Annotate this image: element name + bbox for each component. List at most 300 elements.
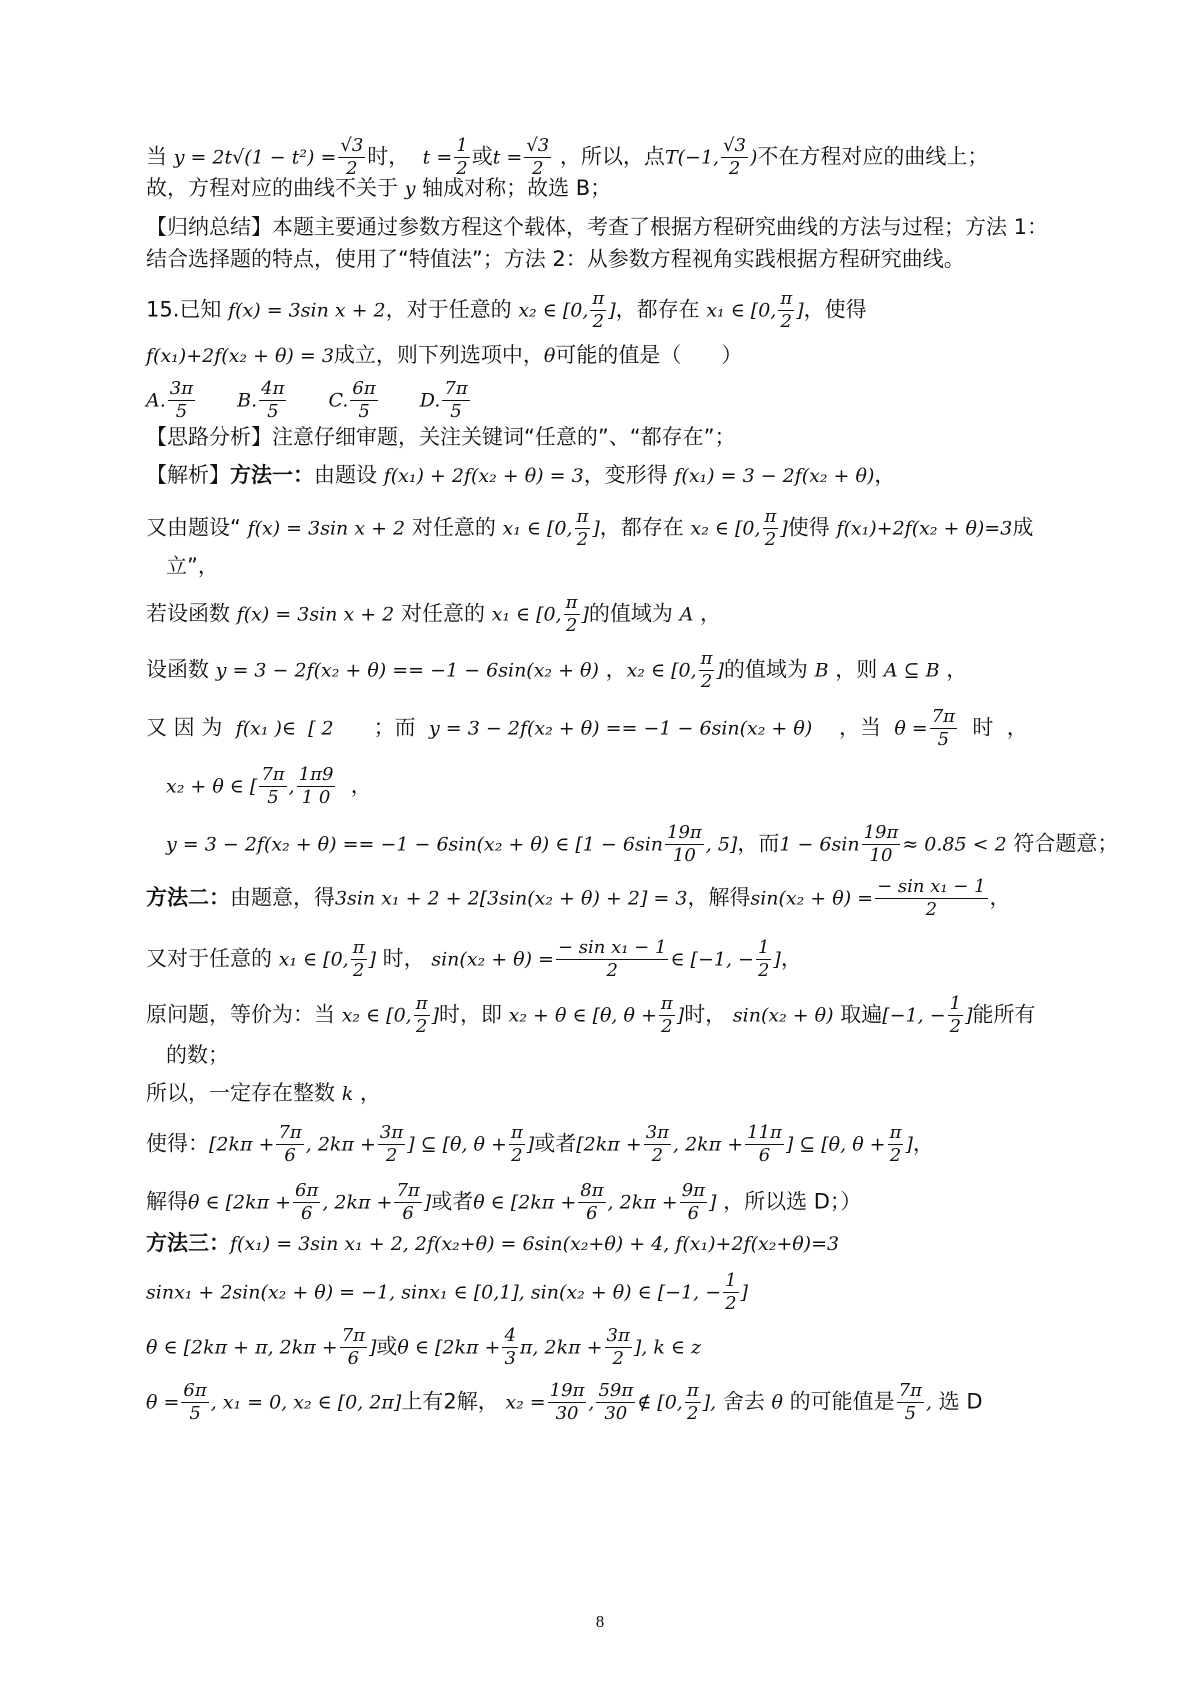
math-expression: ] [796, 299, 804, 322]
text-run: 不在方程对应的曲线上； [757, 144, 989, 169]
fraction-numerator: 11π [747, 1122, 782, 1143]
fraction [340, 1325, 367, 1370]
math-expression: sinx₁ + 2sin(x₂ + θ) = −1, sinx₁ ∈ [0,1], sin(x₂ + θ) ∈ [−1, − [146, 1281, 722, 1304]
text-run: ，变形得 [583, 463, 675, 487]
fraction [556, 937, 668, 982]
fraction [351, 937, 367, 982]
text-line [146, 212, 1076, 242]
fraction-denominator: 2 [687, 1403, 699, 1424]
fraction-numerator: √3 [526, 135, 550, 156]
text-run: 能所有 [972, 1002, 1036, 1027]
text-run: 使得： [146, 1131, 209, 1156]
fraction [665, 822, 704, 867]
fraction [699, 648, 715, 693]
fraction-denominator: 1 0 [301, 787, 331, 808]
math-expression: [2kπ + [209, 1133, 275, 1156]
fraction-denominator: 30 [555, 1403, 579, 1424]
fraction-denominator: 5 [904, 1403, 917, 1424]
fraction [605, 1325, 632, 1370]
fraction-numerator: π [510, 1122, 523, 1143]
fraction-denominator: 5 [267, 401, 279, 422]
text-line [146, 993, 1076, 1038]
fraction [644, 1122, 671, 1167]
math-expression: π, 2kπ + [519, 1336, 603, 1359]
text-line [146, 937, 1076, 982]
text-run: 上有2解， [401, 1389, 506, 1414]
text-line [146, 1270, 1076, 1315]
math-expression: x₂ + θ ∈ [ [166, 775, 258, 798]
text-line [146, 1380, 1076, 1425]
math-expression: D. [419, 389, 441, 412]
math-expression: , 5] [705, 833, 738, 856]
fraction [350, 378, 377, 423]
fraction-denominator: 2 [889, 1145, 902, 1166]
text-run: ，都存在 [615, 297, 707, 322]
fraction [181, 1380, 208, 1425]
text-line [166, 551, 1096, 581]
fraction-denominator: 10 [672, 845, 696, 866]
math-expression: x₁ ∈ [0, [491, 603, 562, 626]
math-expression: 1 − 6sin [779, 833, 860, 856]
text-line [166, 822, 1119, 867]
math-expression: [2kπ + [576, 1133, 642, 1156]
fraction-numerator: 7π [261, 764, 285, 785]
math-expression: f(x) = 3sin x + 2 [228, 299, 386, 322]
math-expression: C. [328, 389, 349, 412]
math-expression: , 2kπ + [607, 1191, 678, 1214]
text-run: 原问题，等价为：当 [146, 1002, 342, 1027]
math-expression: ] [592, 517, 600, 540]
math-expression: ≈ 0.85 < 2 [902, 833, 1007, 856]
text-run: 解得 [146, 1189, 188, 1214]
fraction [948, 993, 963, 1038]
fraction-numerator: π [415, 993, 428, 1014]
math-expression: k [341, 1083, 354, 1105]
math-expression: ], k ∈ z [633, 1336, 702, 1359]
fraction-numerator: 9π [681, 1180, 705, 1201]
text-run [197, 388, 237, 412]
fraction-numerator: 19π [863, 822, 899, 843]
text-line [146, 506, 1076, 551]
math-expression: ] [676, 1004, 685, 1027]
math-expression: f(x) = 3sin x + 2 [247, 517, 406, 540]
text-line [146, 1078, 1076, 1109]
fraction [930, 706, 957, 751]
fraction [888, 1122, 904, 1167]
fraction-denominator: 2 [352, 960, 365, 981]
math-expression: ] [905, 1133, 913, 1156]
fraction-denominator: 2 [764, 529, 777, 550]
text-run: 轴成对称；故选 B； [415, 176, 612, 200]
math-expression: ] [423, 1191, 432, 1214]
text-line [146, 706, 1076, 751]
fraction-denominator: 6 [300, 1203, 313, 1224]
text-run: 使得 [787, 515, 837, 540]
text-run: 15.已知 [146, 297, 229, 322]
fraction-numerator: 7π [278, 1122, 302, 1143]
fraction [378, 1122, 405, 1167]
fraction-numerator: 1 [725, 1270, 737, 1291]
fraction-numerator: 1π9 [298, 764, 334, 785]
fraction-denominator: 2 [949, 1016, 962, 1037]
math-expression: , 2kπ + [305, 1133, 376, 1156]
math-expression: ∈ [−1, − [670, 948, 754, 971]
text-run: ， [912, 1131, 934, 1156]
fraction-denominator: 5 [189, 1403, 201, 1424]
text-run: ，所以选 D；） [716, 1189, 862, 1214]
fraction-numerator: 3π [379, 1122, 404, 1143]
text-run: 成立，则下列选项中， [333, 343, 544, 367]
fraction-denominator: 3 [504, 1348, 516, 1369]
fraction [293, 1180, 320, 1225]
math-expression: ] [708, 1191, 717, 1214]
fraction-numerator: π [565, 592, 578, 613]
math-expression: t = [422, 146, 453, 169]
text-run: 时， [367, 144, 423, 169]
fraction-numerator: 3π [645, 1122, 669, 1143]
fraction-numerator: 3π [606, 1325, 630, 1346]
fraction [564, 592, 580, 637]
text-line [146, 1122, 1076, 1167]
text-run: 时，即 [438, 1002, 509, 1027]
math-expression: ] [431, 1004, 439, 1027]
text-line [146, 378, 1076, 423]
math-expression: x₂ ∈ [0, [690, 517, 761, 540]
math-expression: , [925, 1391, 932, 1414]
fraction [259, 378, 286, 423]
math-expression: f(x₁)+2f(x₂ + θ) = 3 [146, 345, 334, 367]
fraction [168, 378, 195, 423]
math-expression: f(x₁)+2f(x₂ + θ)=3 [836, 517, 1013, 540]
math-expression: A. [146, 389, 166, 412]
math-expression: ] [581, 603, 589, 626]
fraction-numerator: 3π [169, 378, 194, 399]
fraction-numerator: √3 [723, 135, 746, 156]
fraction [897, 1380, 924, 1425]
math-expression: x₂ + θ ∈ [θ, θ + [508, 1004, 657, 1027]
fraction-denominator: 6 [284, 1145, 296, 1166]
text-run: 的数； [166, 1043, 229, 1067]
math-expression: ) [750, 146, 758, 169]
math-expression: 3sin x₁ + 2 + 2[3sin(x₂ + θ) + 2] = 3 [335, 887, 688, 910]
math-expression: θ = [146, 1391, 180, 1414]
text-run: 当 [146, 144, 174, 169]
math-expression: θ = [894, 717, 928, 740]
math-expression: sin(x₂ + θ) = [750, 887, 874, 910]
text-run: 由题意，得 [230, 885, 335, 910]
text-run: ，对于任意的 [385, 297, 519, 322]
fraction [578, 1180, 605, 1225]
fraction [297, 764, 336, 809]
text-line [166, 1040, 1096, 1070]
text-run: 所以，一定存在整数 [146, 1081, 342, 1105]
text-run: ，而 [737, 831, 780, 856]
text-run: ， [337, 773, 372, 798]
fraction-numerator: 1 [757, 937, 770, 958]
fraction-numerator: − sin x₁ − 1 [877, 876, 986, 897]
text-run: ， [353, 1081, 381, 1105]
text-run: 时， [375, 946, 432, 971]
fraction [659, 993, 675, 1038]
fraction-numerator: 59π [598, 1380, 634, 1401]
text-line [166, 764, 1096, 809]
fraction [763, 506, 779, 551]
method-heading: 方法三： [146, 1231, 230, 1255]
text-run: ，都存在 [599, 515, 691, 540]
text-run: 对任意的 [394, 601, 492, 626]
math-expression: B. [237, 389, 258, 412]
fraction-numerator: π [889, 1122, 902, 1143]
text-run: ， [693, 601, 722, 626]
page-number: 8 [595, 1612, 605, 1631]
text-run: 时， [684, 1002, 733, 1027]
math-expression: , 2kπ + [672, 1133, 744, 1156]
math-expression: θ ∈ [2kπ + π, 2kπ + [146, 1336, 338, 1359]
fraction [414, 993, 430, 1038]
math-expression: ] [716, 659, 724, 682]
text-run: ，则 [828, 657, 884, 682]
text-run [288, 388, 328, 412]
math-expression: y [404, 178, 416, 200]
math-expression: A ⊆ B [883, 659, 940, 682]
method-heading: 方法二： [146, 885, 230, 910]
fraction-denominator: 2 [606, 960, 618, 981]
fraction-denominator: 2 [576, 529, 589, 550]
text-line [146, 876, 1076, 921]
math-expression: ] [608, 299, 616, 322]
text-line [146, 460, 1076, 491]
fraction-denominator: 2 [456, 158, 468, 179]
math-expression: ] [773, 948, 781, 971]
fraction-numerator: 7π [396, 1180, 420, 1201]
math-expression: ] [368, 948, 376, 971]
text-run: 立”， [166, 554, 219, 578]
math-expression: x₂ ∈ [0, [341, 1004, 412, 1027]
fraction-denominator: 5 [358, 401, 370, 422]
math-expression: ] ⊆ [θ, θ + [785, 1133, 886, 1156]
text-run: 【解析】 [146, 463, 230, 487]
fraction-denominator: 2 [725, 1293, 737, 1314]
math-expression: f(x₁) = 3 − 2f(x₂ + θ) [674, 465, 875, 487]
text-line [146, 648, 1076, 693]
math-expression: ] [369, 1336, 377, 1359]
fraction [502, 1325, 517, 1370]
fraction-denominator: 6 [758, 1145, 771, 1166]
math-expression: sin(x₂ + θ) = [431, 948, 554, 971]
math-expression: , x₁ = 0, x₂ ∈ [0, 2π] [210, 1391, 402, 1414]
text-run: ，使得 [803, 297, 867, 322]
fraction-numerator: 19π [667, 822, 702, 843]
fraction-denominator: 6 [586, 1203, 598, 1224]
fraction-numerator: 1 [456, 135, 468, 156]
fraction-denominator: 6 [687, 1203, 700, 1224]
math-expression: ] [740, 1281, 748, 1304]
fraction-denominator: 5 [937, 729, 950, 750]
math-expression: f(x) = 3sin x + 2 [236, 603, 395, 626]
math-expression: f(x₁ )∈ [ 2 [235, 717, 334, 740]
math-expression: sin(x₂ + θ) [732, 1004, 834, 1027]
math-expression: A [679, 603, 694, 626]
text-run: 时 ， [959, 715, 1028, 740]
fraction-denominator: 2 [511, 1145, 523, 1166]
fraction-denominator: 2 [728, 158, 741, 179]
math-expression: θ [543, 345, 556, 367]
fraction-numerator: π [352, 937, 365, 958]
fraction [862, 822, 901, 867]
text-run: ， [598, 657, 627, 682]
fraction-denominator: 2 [700, 671, 713, 692]
math-expression: θ ∈ [2kπ + [397, 1336, 501, 1359]
text-line [146, 1228, 1076, 1259]
fraction-denominator: 30 [604, 1403, 628, 1424]
math-expression: x₂ = [505, 1391, 546, 1414]
fraction-denominator: 10 [869, 845, 893, 866]
text-run: ；而 [333, 715, 430, 740]
fraction [276, 1122, 303, 1167]
text-run: 的可能值是 [782, 1389, 895, 1414]
math-expression: ] [526, 1133, 535, 1156]
fraction-numerator: 7π [444, 378, 468, 399]
text-run: ，解得 [687, 885, 751, 910]
fraction-denominator: 2 [661, 1016, 673, 1037]
math-expression: x₁ ∈ [0, [278, 948, 349, 971]
text-run: 或者 [534, 1131, 577, 1156]
text-run: 若设函数 [146, 601, 237, 626]
math-expression: θ ∈ [2kπ + [188, 1191, 292, 1214]
fraction-numerator: 6π [352, 378, 376, 399]
text-run: ， [780, 946, 802, 971]
fraction [596, 1380, 635, 1425]
fraction [745, 1122, 784, 1167]
fraction-numerator: π [780, 288, 793, 309]
text-run: 舍去 [716, 1389, 772, 1414]
fraction-denominator: 5 [175, 401, 188, 422]
text-run: 或 [376, 1334, 398, 1359]
fraction-numerator: 8π [580, 1180, 604, 1201]
method-heading: 方法一： [230, 463, 314, 487]
math-expression: , 2kπ + [322, 1191, 393, 1214]
fraction-numerator: π [700, 648, 713, 669]
math-expression: y = 3 − 2f(x₂ + θ) == −1 − 6sin(x₂ + θ) ∈ [1 − 6sin [166, 833, 664, 856]
fraction-numerator: − sin x₁ − 1 [557, 937, 667, 958]
text-line [146, 592, 1076, 637]
text-run: 或者 [431, 1189, 474, 1214]
text-run: 选 D [931, 1389, 983, 1414]
text-run: 的值域为 [723, 657, 815, 682]
text-run: 故，方程对应的曲线不关于 [146, 176, 405, 200]
math-expression: ] [965, 1004, 973, 1027]
fraction-numerator: 7π [341, 1325, 365, 1346]
fraction-denominator: 2 [415, 1016, 428, 1037]
fraction-numerator: 6π [183, 1380, 207, 1401]
fraction [590, 288, 606, 333]
fraction-denominator: 2 [346, 158, 358, 179]
fraction-numerator: 4 [504, 1325, 516, 1346]
text-run: 又 因 为 [146, 715, 236, 740]
math-expression: ] [780, 517, 788, 540]
text-line [146, 1325, 1076, 1370]
math-expression: y = 3 − 2f(x₂ + θ) == −1 − 6sin(x₂ + θ) [215, 659, 599, 682]
fraction-numerator: π [592, 288, 605, 309]
text-run: 【归纳总结】本题主要通过参数方程这个载体，考查了根据方程研究曲线的方法与过程；方法 1： [146, 215, 1049, 239]
fraction-numerator: π [660, 993, 673, 1014]
math-expression: [−1, − [882, 1004, 946, 1027]
fraction [875, 876, 987, 921]
text-run [380, 388, 420, 412]
fraction [723, 1270, 738, 1315]
fraction-numerator: 1 [949, 993, 962, 1014]
fraction-denominator: 2 [565, 615, 578, 636]
math-expression: , [588, 1391, 595, 1414]
fraction-denominator: 5 [450, 401, 462, 422]
fraction-numerator: 7π [898, 1380, 922, 1401]
math-expression: ], [702, 1391, 717, 1414]
text-run: 成 [1012, 515, 1034, 540]
text-line [146, 340, 1076, 371]
text-run: 设函数 [146, 657, 216, 682]
math-expression: θ ∈ [2kπ + [473, 1191, 577, 1214]
text-run: 或 [471, 144, 493, 169]
text-line [146, 288, 1076, 333]
fraction [259, 764, 286, 809]
text-line [146, 173, 1076, 204]
fraction [680, 1180, 707, 1225]
text-run: ，所以，点 [553, 144, 665, 169]
math-expression: T(−1, [664, 146, 720, 169]
math-expression: t = [492, 146, 523, 169]
fraction-numerator: 6π [295, 1180, 319, 1201]
text-run: 又由题设“ [146, 515, 248, 540]
fraction-denominator: 2 [592, 311, 605, 332]
math-expression: B [814, 659, 829, 682]
fraction-denominator: 2 [780, 311, 792, 332]
text-run: 对任意的 [405, 515, 503, 540]
fraction-denominator: 2 [925, 899, 938, 920]
text-run: ， [874, 463, 896, 487]
math-expression: θ [771, 1391, 783, 1414]
math-expression: x₂ ∈ [0, [518, 299, 589, 322]
text-line [146, 244, 1076, 274]
fraction [394, 1180, 421, 1225]
math-expression: ∉ [0, [637, 1391, 683, 1414]
math-expression: f(x₁) = 3sin x₁ + 2, 2f(x₂+θ) = 6sin(x₂+θ) + 4, f(x₁)+2f(x₂+θ)=3 [230, 1233, 840, 1255]
text-run: 【思路分析】注意仔细审题，关注关键词“任意的”、“都存在”； [146, 425, 736, 449]
fraction [548, 1380, 587, 1425]
text-run: 又对于任意的 [146, 946, 279, 971]
fraction-numerator: 19π [549, 1380, 585, 1401]
fraction-numerator: 4π [261, 378, 285, 399]
math-expression: y = 2t√(1 − t²) = [173, 146, 337, 169]
text-run: ， [989, 885, 1011, 910]
text-line [146, 422, 1076, 452]
math-expression: y = 3 − 2f(x₂ + θ) == −1 − 6sin(x₂ + θ) [429, 717, 813, 740]
fraction [685, 1380, 701, 1425]
fraction-numerator: √3 [340, 135, 364, 156]
fraction [509, 1122, 525, 1167]
fraction-denominator: 5 [267, 787, 279, 808]
math-expression: x₁ ∈ [0, [706, 299, 777, 322]
fraction-denominator: 2 [757, 960, 770, 981]
math-expression: , [288, 775, 295, 798]
text-run: 结合选择题的特点，使用了“特值法”；方法 2：从参数方程视角实践根据方程研究曲线。 [146, 247, 965, 271]
text-run: 由题设 [314, 463, 384, 487]
text-line [146, 1180, 1076, 1225]
fraction [756, 937, 771, 982]
fraction-denominator: 2 [651, 1145, 664, 1166]
text-run: ，当 [812, 715, 895, 740]
fraction [778, 288, 794, 333]
fraction [575, 506, 591, 551]
